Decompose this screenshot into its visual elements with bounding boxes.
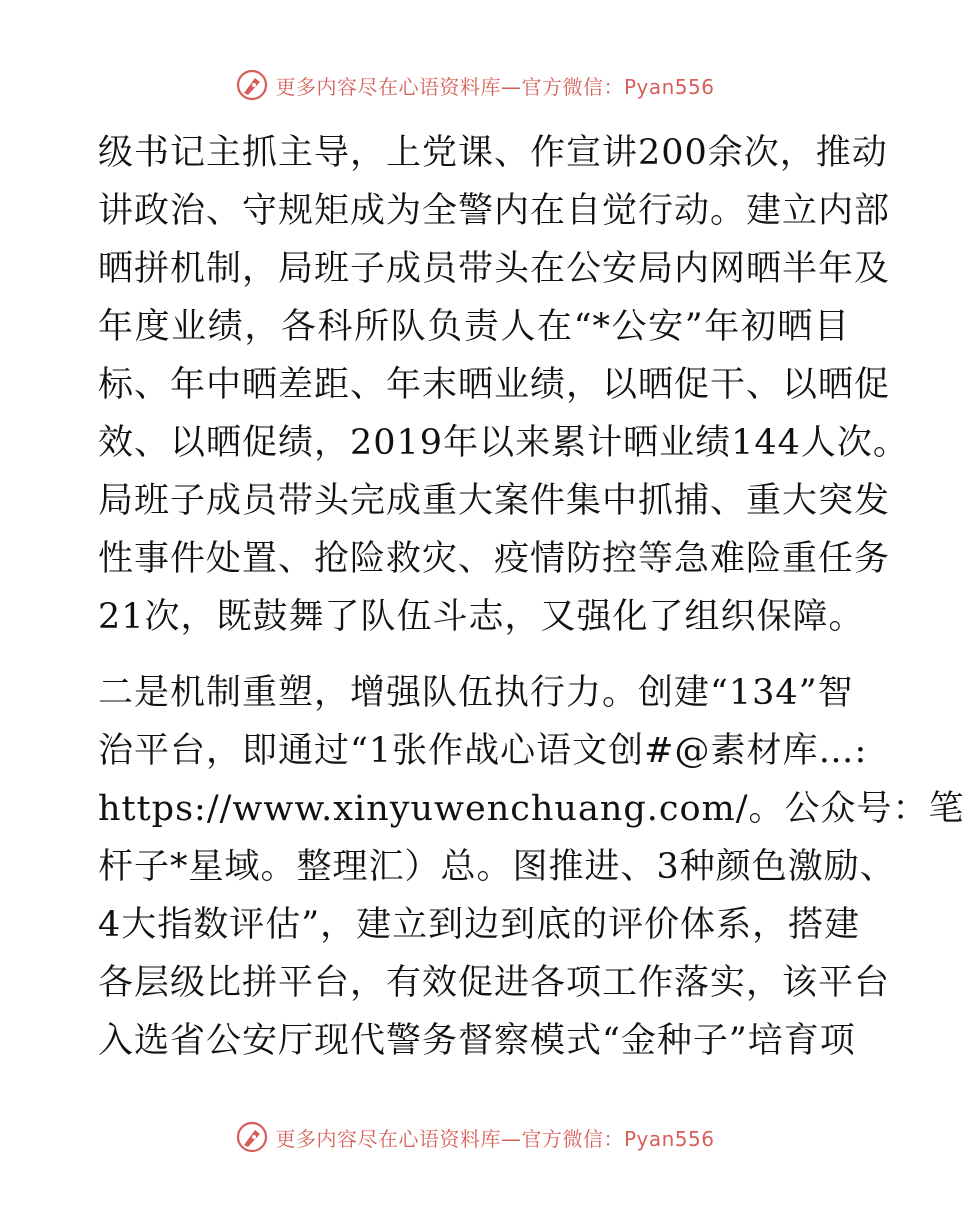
text-line: 治平台，即通过“1张作战心语文创#@素材库…: [98, 731, 868, 771]
header-watermark-text: 更多内容尽在心语资料库—官方微信：Pyan556 [275, 74, 715, 99]
pen-nib-logo [235, 68, 269, 102]
text-line: 年度业绩，各科所队负责人在“*公安”年初晒目 [98, 307, 850, 347]
text-line: 讲政治、守规矩成为全警内在自觉行动。建立内部 [98, 191, 891, 231]
text-line: 标、年中晒差距、年末晒业绩，以晒促干、以晒促 [98, 365, 891, 405]
text-line: 入选省公安厅现代警务督察模式“金种子”培育项 [98, 1021, 856, 1061]
paragraph-2 [98, 664, 965, 1070]
footer-watermark-text: 更多内容尽在心语资料库—官方微信：Pyan556 [275, 1126, 715, 1151]
text-line: 4大指数评估”，建立到边到底的评价体系，搭建 [98, 905, 861, 945]
paragraph-gap [98, 646, 850, 664]
text-line: 级书记主抓主导，上党课、作宣讲200余次，推动 [98, 133, 888, 173]
text-line: 局班子成员带头完成重大案件集中抓捕、重大突发 [98, 481, 891, 521]
pen-nib-logo [235, 1120, 269, 1154]
paragraph-1 [98, 124, 909, 646]
footer-watermark-banner [0, 1120, 950, 1154]
text-line: 各层级比拼平台，有效促进各项工作落实，该平台 [98, 963, 891, 1003]
text-line: 杆子*星域。整理汇）总。图推进、3种颜色激励、 [98, 847, 896, 887]
header-watermark-banner [0, 68, 950, 102]
text-line: 21次，既鼓舞了队伍斗志，又强化了组织保障。 [98, 597, 865, 637]
text-line: 性事件处置、抢险救灾、疫情防控等急难险重任务 [98, 539, 891, 579]
text-line: 晒拼机制，局班子成员带头在公安局内网晒半年及 [98, 249, 891, 289]
text-line: 效、以晒促绩，2019年以来累计晒业绩144人次。 [98, 423, 909, 463]
text-line: https://www.xinyuwenchuang.com/。公众号：笔 [98, 789, 965, 829]
document-body [98, 124, 965, 1070]
text-line: 二是机制重塑，增强队伍执行力。创建“134”智 [98, 673, 854, 713]
